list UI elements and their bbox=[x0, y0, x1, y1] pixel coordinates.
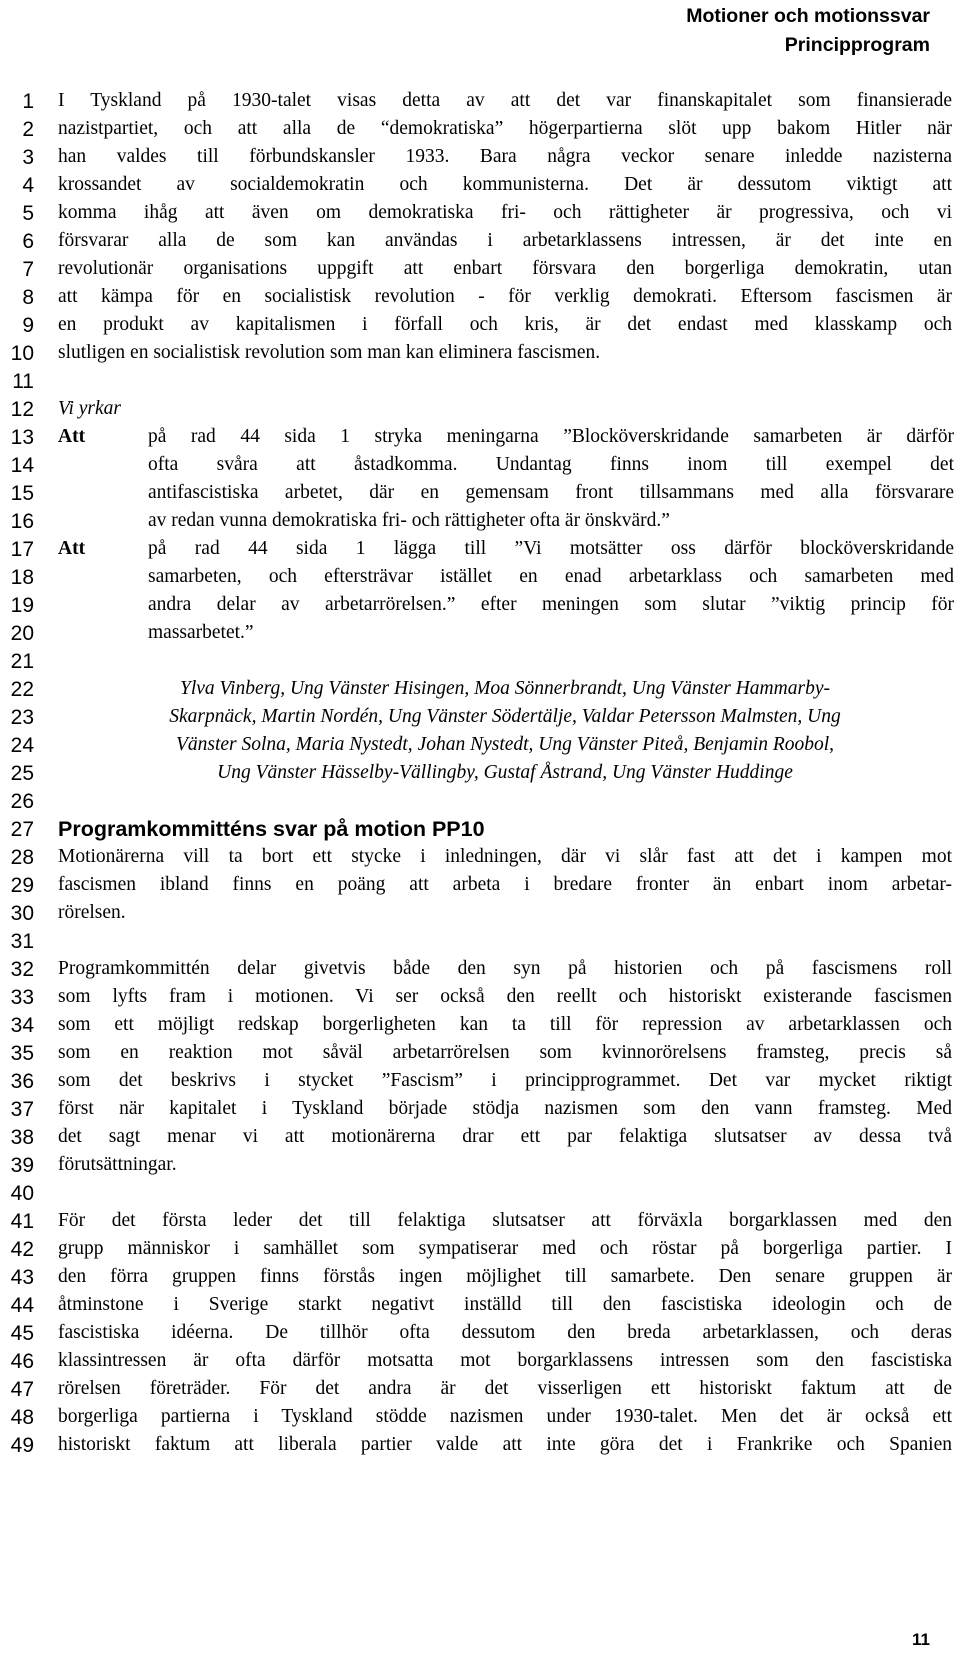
demand-text-line: antifascistiska arbetet, där en gemensam front tillsammans med alla försvarare bbox=[148, 482, 954, 503]
motion-text-line: komma ihåg att även om demokratiska fri- och rättigheter är progressiva, och vi bbox=[58, 202, 952, 223]
motion-text-line: han valdes till förbundskansler 1933. Bara några veckor senare inledde nazisterna bbox=[58, 146, 952, 167]
line-number: 40 bbox=[10, 1182, 34, 1205]
motion-text-line: att kämpa för en socialistisk revolution - för verklig demokrati. Eftersom fascismen är bbox=[58, 286, 952, 307]
line-number: 8 bbox=[22, 286, 34, 309]
response-heading: Programkommitténs svar på motion PP10 bbox=[58, 817, 485, 841]
line-number: 5 bbox=[22, 202, 34, 225]
signature-line: Ung Vänster Hässelby-Vällingby, Gustaf Åstrand, Ung Vänster Huddinge bbox=[217, 762, 793, 783]
motion-text-line: I Tyskland på 1930-talet visas detta av att det var finanskapitalet som finansierade bbox=[58, 90, 952, 111]
header-document-title: Motioner och motionssvar bbox=[686, 5, 930, 27]
line-number: 3 bbox=[22, 146, 34, 169]
att-label: Att bbox=[58, 538, 86, 559]
motion-text-line: försvarar alla de som kan användas i arbetarklassens intressen, är det inte en bbox=[58, 230, 952, 251]
line-number: 42 bbox=[10, 1238, 34, 1261]
line-number: 49 bbox=[10, 1434, 34, 1457]
line-number: 9 bbox=[22, 314, 34, 337]
line-number: 39 bbox=[10, 1154, 34, 1177]
line-number: 30 bbox=[10, 902, 34, 925]
line-number: 28 bbox=[10, 846, 34, 869]
line-number: 4 bbox=[22, 174, 34, 197]
response-text-line: grupp människor i samhället som sympatiserar med och röstar på borgerliga partier. I bbox=[58, 1238, 952, 1259]
motion-text-line: en produkt av kapitalismen i förfall och kris, är det endast med klasskamp och bbox=[58, 314, 952, 335]
response-text-line: först när kapitalet i Tyskland började stödja nazismen som den vann framsteg. Med bbox=[58, 1098, 952, 1119]
response-text-line: För det första leder det till felaktiga slutsatser att förväxla borgarklassen med den bbox=[58, 1210, 952, 1231]
line-number: 45 bbox=[10, 1322, 34, 1345]
line-number: 15 bbox=[10, 482, 34, 505]
line-number: 6 bbox=[22, 230, 34, 253]
demand-text-line: av redan vunna demokratiska fri- och rättigheter ofta är önskvärd.” bbox=[148, 510, 670, 531]
line-number: 22 bbox=[10, 678, 34, 701]
signature-line: Skarpnäck, Martin Nordén, Ung Vänster Södertälje, Valdar Petersson Malmsten, Ung bbox=[169, 706, 841, 727]
demand-text-line: på rad 44 sida 1 lägga till ”Vi motsätter oss därför blocköverskridande bbox=[148, 538, 954, 559]
line-number: 29 bbox=[10, 874, 34, 897]
motion-text-line: revolutionär organisations uppgift att enbart försvara den borgerliga demokratin, utan bbox=[58, 258, 952, 279]
line-number: 19 bbox=[10, 594, 34, 617]
response-text-line: åtminstone i Sverige starkt negativt inställd till den fascistiska ideologin och de bbox=[58, 1294, 952, 1315]
line-number: 18 bbox=[10, 566, 34, 589]
response-text-line: fascistiska idéerna. De tillhör ofta dessutom den breda arbetarklassen, och deras bbox=[58, 1322, 952, 1343]
line-number: 11 bbox=[12, 370, 34, 393]
line-number: 26 bbox=[10, 790, 34, 813]
line-number: 10 bbox=[10, 342, 34, 365]
demand-text-line: ofta svåra att åstadkomma. Undantag finns inom till exempel det bbox=[148, 454, 954, 475]
line-number: 23 bbox=[10, 706, 34, 729]
line-number: 17 bbox=[10, 538, 34, 561]
line-number: 20 bbox=[10, 622, 34, 645]
line-number: 46 bbox=[10, 1350, 34, 1373]
motion-text-line: krossandet av socialdemokratin och kommunisterna. Det är dessutom viktigt att bbox=[58, 174, 952, 195]
att-label: Att bbox=[58, 426, 86, 447]
line-number: 33 bbox=[10, 986, 34, 1009]
response-text-line: klassintressen är ofta därför motsatta mot borgarklassens intressen som den fascistiska bbox=[58, 1350, 952, 1371]
line-number: 1 bbox=[22, 90, 34, 113]
line-number: 31 bbox=[10, 930, 34, 953]
response-text-line: Programkommittén delar givetvis både den syn på historien och på fascismens roll bbox=[58, 958, 952, 979]
demand-text-line: andra delar av arbetarrörelsen.” efter meningen som slutar ”viktig princip för bbox=[148, 594, 954, 615]
line-number: 41 bbox=[10, 1210, 34, 1233]
response-text-line: fascismen ibland finns en poäng att arbeta i bredare fronter än enbart inom arbetar- bbox=[58, 874, 952, 895]
line-number: 48 bbox=[10, 1406, 34, 1429]
response-text-line: rörelsen. bbox=[58, 902, 126, 923]
response-text-line: som lyfts fram i motionen. Vi ser också den reellt och historiskt existerande fascismen bbox=[58, 986, 952, 1007]
line-number: 32 bbox=[10, 958, 34, 981]
line-number: 12 bbox=[10, 398, 34, 421]
line-number: 37 bbox=[10, 1098, 34, 1121]
line-number: 35 bbox=[10, 1042, 34, 1065]
line-number: 2 bbox=[22, 118, 34, 141]
page-number: 11 bbox=[912, 1630, 930, 1649]
motion-text-line: slutligen en socialistisk revolution som man kan eliminera fascismen. bbox=[58, 342, 601, 363]
line-number: 36 bbox=[10, 1070, 34, 1093]
line-number: 43 bbox=[10, 1266, 34, 1289]
line-number: 34 bbox=[10, 1014, 34, 1037]
line-number: 47 bbox=[10, 1378, 34, 1401]
line-number: 27 bbox=[10, 818, 34, 841]
line-number: 25 bbox=[10, 762, 34, 785]
response-text-line: som ett möjligt redskap borgerligheten kan ta till för repression av arbetarklassen och bbox=[58, 1014, 952, 1035]
line-number: 14 bbox=[10, 454, 34, 477]
page-header bbox=[686, 2, 930, 60]
response-text-line: det sagt menar vi att motionärerna drar ett par felaktiga slutsatser av dessa två bbox=[58, 1126, 952, 1147]
demand-text-line: på rad 44 sida 1 stryka meningarna ”Blocköverskridande samarbeten är därför bbox=[148, 426, 954, 447]
response-text-line: Motionärerna vill ta bort ett stycke i inledningen, där vi slår fast att det i kampen mot bbox=[58, 846, 952, 867]
demand-text-line: samarbeten, och eftersträvar istället en enad arbetarklass och samarbeten med bbox=[148, 566, 954, 587]
line-number: 13 bbox=[10, 426, 34, 449]
line-number: 24 bbox=[10, 734, 34, 757]
response-text-line: historiskt faktum att liberala partier valde att inte göra det i Frankrike och Spanien bbox=[58, 1434, 952, 1455]
response-text-line: rörelsen företräder. För det andra är det visserligen ett historiskt faktum att de bbox=[58, 1378, 952, 1399]
signature-line: Ylva Vinberg, Ung Vänster Hisingen, Moa Sönnerbrandt, Ung Vänster Hammarby- bbox=[180, 678, 830, 699]
signature-line: Vänster Solna, Maria Nystedt, Johan Nystedt, Ung Vänster Piteå, Benjamin Roobol, bbox=[175, 734, 835, 755]
response-text-line: den förra gruppen finns förstås ingen möjlighet till samarbete. Den senare gruppen är bbox=[58, 1266, 952, 1287]
response-text-line: förutsättningar. bbox=[58, 1154, 177, 1175]
response-text-line: borgerliga partierna i Tyskland stödde nazismen under 1930-talet. Men det är också ett bbox=[58, 1406, 952, 1427]
demand-text-line: massarbetet.” bbox=[148, 622, 254, 643]
line-number: 44 bbox=[10, 1294, 34, 1317]
line-number: 21 bbox=[10, 650, 34, 673]
header-section-title: Principprogram bbox=[784, 34, 930, 56]
motion-text-line: nazistpartiet, och att alla de “demokratiska” högerpartierna slöt upp bakom Hitler när bbox=[58, 118, 952, 139]
response-text-line: som det beskrivs i stycket ”Fascism” i principprogrammet. Det var mycket riktigt bbox=[58, 1070, 952, 1091]
line-number: 7 bbox=[22, 258, 34, 281]
response-text-line: som en reaktion mot såväl arbetarrörelsen som kvinnorörelsens framsteg, precis så bbox=[58, 1042, 952, 1063]
line-number: 38 bbox=[10, 1126, 34, 1149]
vi-yrkar-label: Vi yrkar bbox=[58, 398, 121, 419]
line-number: 16 bbox=[10, 510, 34, 533]
